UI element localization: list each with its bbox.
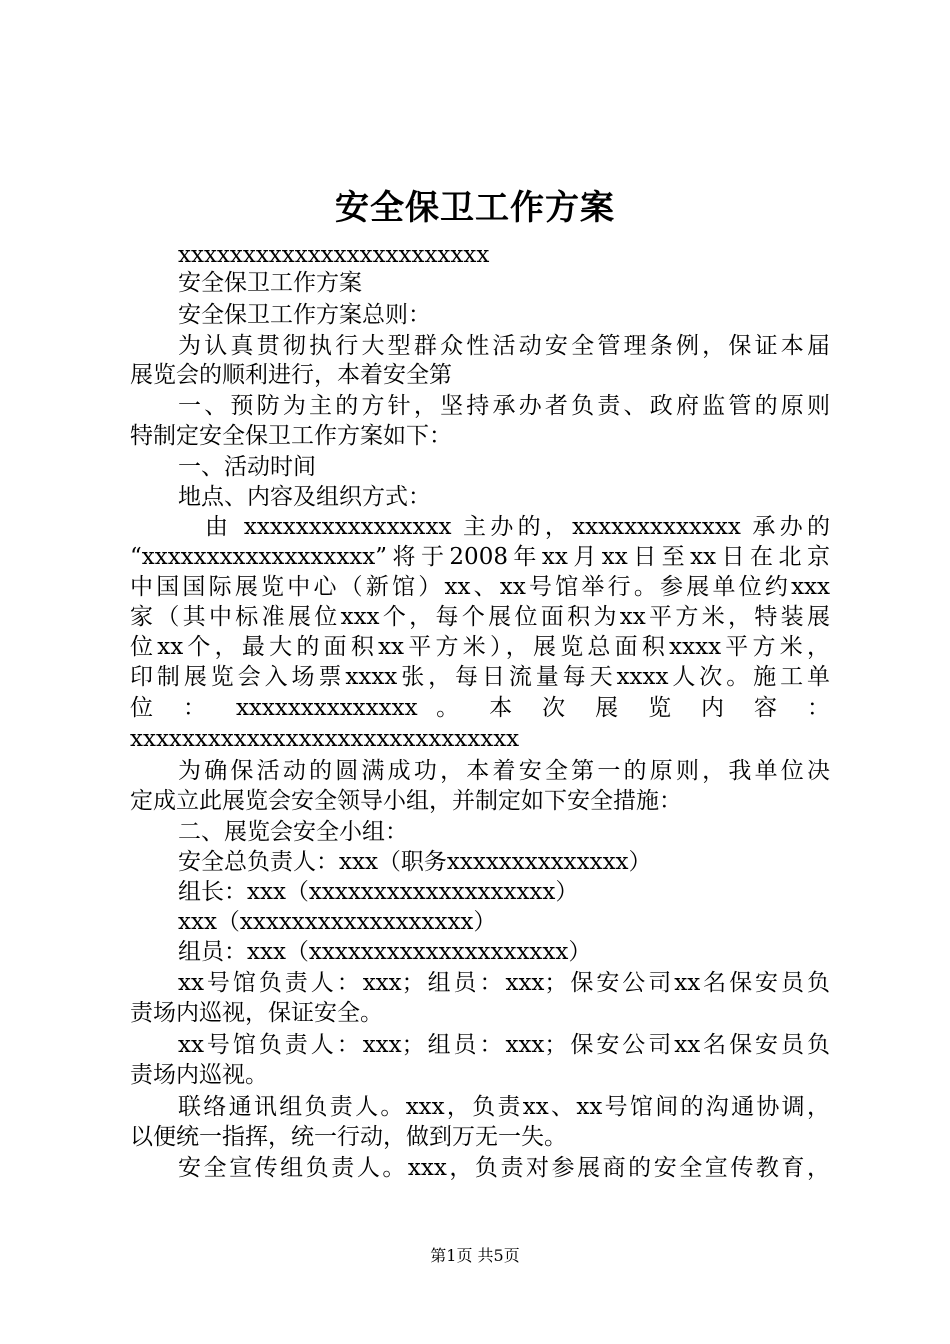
text-line: 一、预防为主的方针，坚持承办者负责、政府监管的原则 bbox=[178, 393, 830, 419]
text-line: 安全保卫工作方案 bbox=[178, 270, 362, 296]
text-line: 位 ： xxxxxxxxxxxxxx 。 本 次 展 览 内 容 ： bbox=[130, 695, 830, 721]
text-line: 家（其中标准展位xxx个，每个展位面积为xx平方米，特装展 bbox=[130, 604, 830, 630]
text-line: 责场内巡视，保证安全。 bbox=[130, 1000, 383, 1026]
text-line: 定成立此展览会安全领导小组，并制定如下安全措施： bbox=[130, 788, 682, 814]
text-line: xxx（xxxxxxxxxxxxxxxxxx） bbox=[178, 909, 497, 935]
text-line: 安全宣传组负责人。xxx，负责对参展商的安全宣传教育， bbox=[178, 1155, 830, 1181]
text-line: 一、活动时间 bbox=[178, 454, 316, 480]
text-line: 由 xxxxxxxxxxxxxxxx 主办的，xxxxxxxxxxxxx 承办的 bbox=[205, 514, 830, 540]
text-line: 以便统一指挥，统一行动，做到万无一失。 bbox=[130, 1124, 567, 1150]
text-line: 印制展览会入场票xxxx张，每日流量每天xxxx人次。施工单 bbox=[130, 664, 830, 690]
text-line: xxxxxxxxxxxxxxxxxxxxxxxxxxxxxx bbox=[130, 726, 520, 752]
document-title: 安全保卫工作方案 bbox=[335, 188, 615, 228]
text-line: 中国国际展览中心（新馆）xx、xx号馆举行。参展单位约xxx bbox=[130, 574, 830, 600]
text-line: 组长：xxx（xxxxxxxxxxxxxxxxxxx） bbox=[178, 879, 579, 905]
text-line: 为确保活动的圆满成功，本着安全第一的原则，我单位决 bbox=[178, 758, 830, 784]
text-line: 二、展览会安全小组： bbox=[178, 819, 408, 845]
text-line: xx号馆负责人：xxx；组员：xxx；保安公司xx名保安员负 bbox=[178, 1032, 830, 1058]
text-line: 安全保卫工作方案总则： bbox=[178, 302, 431, 328]
text-line: 地点、内容及组织方式： bbox=[178, 484, 431, 510]
text-line: 位xx个，最大的面积xx平方米），展览总面积xxxx平方米， bbox=[130, 634, 830, 660]
text-line: 安全总负责人：xxx（职务xxxxxxxxxxxxxx） bbox=[178, 849, 652, 875]
text-line: xx号馆负责人：xxx；组员：xxx；保安公司xx名保安员负 bbox=[178, 970, 830, 996]
text-line: “xxxxxxxxxxxxxxxxxx”将于2008年xx月xx日至xx日在北京 bbox=[130, 544, 830, 570]
text-line: 特制定安全保卫工作方案如下： bbox=[130, 423, 452, 449]
text-line: 为认真贯彻执行大型群众性活动安全管理条例，保证本届 bbox=[178, 333, 830, 359]
text-line: 展览会的顺利进行，本着安全第 bbox=[130, 362, 452, 388]
text-line: 责场内巡视。 bbox=[130, 1062, 268, 1088]
page-footer: 第1页 共5页 bbox=[430, 1246, 520, 1265]
text-line: 联络通讯组负责人。xxx，负责xx、xx号馆间的沟通协调， bbox=[178, 1094, 830, 1120]
text-line: 组员：xxx（xxxxxxxxxxxxxxxxxxxx） bbox=[178, 939, 592, 965]
text-line: xxxxxxxxxxxxxxxxxxxxxxxx bbox=[178, 242, 490, 268]
